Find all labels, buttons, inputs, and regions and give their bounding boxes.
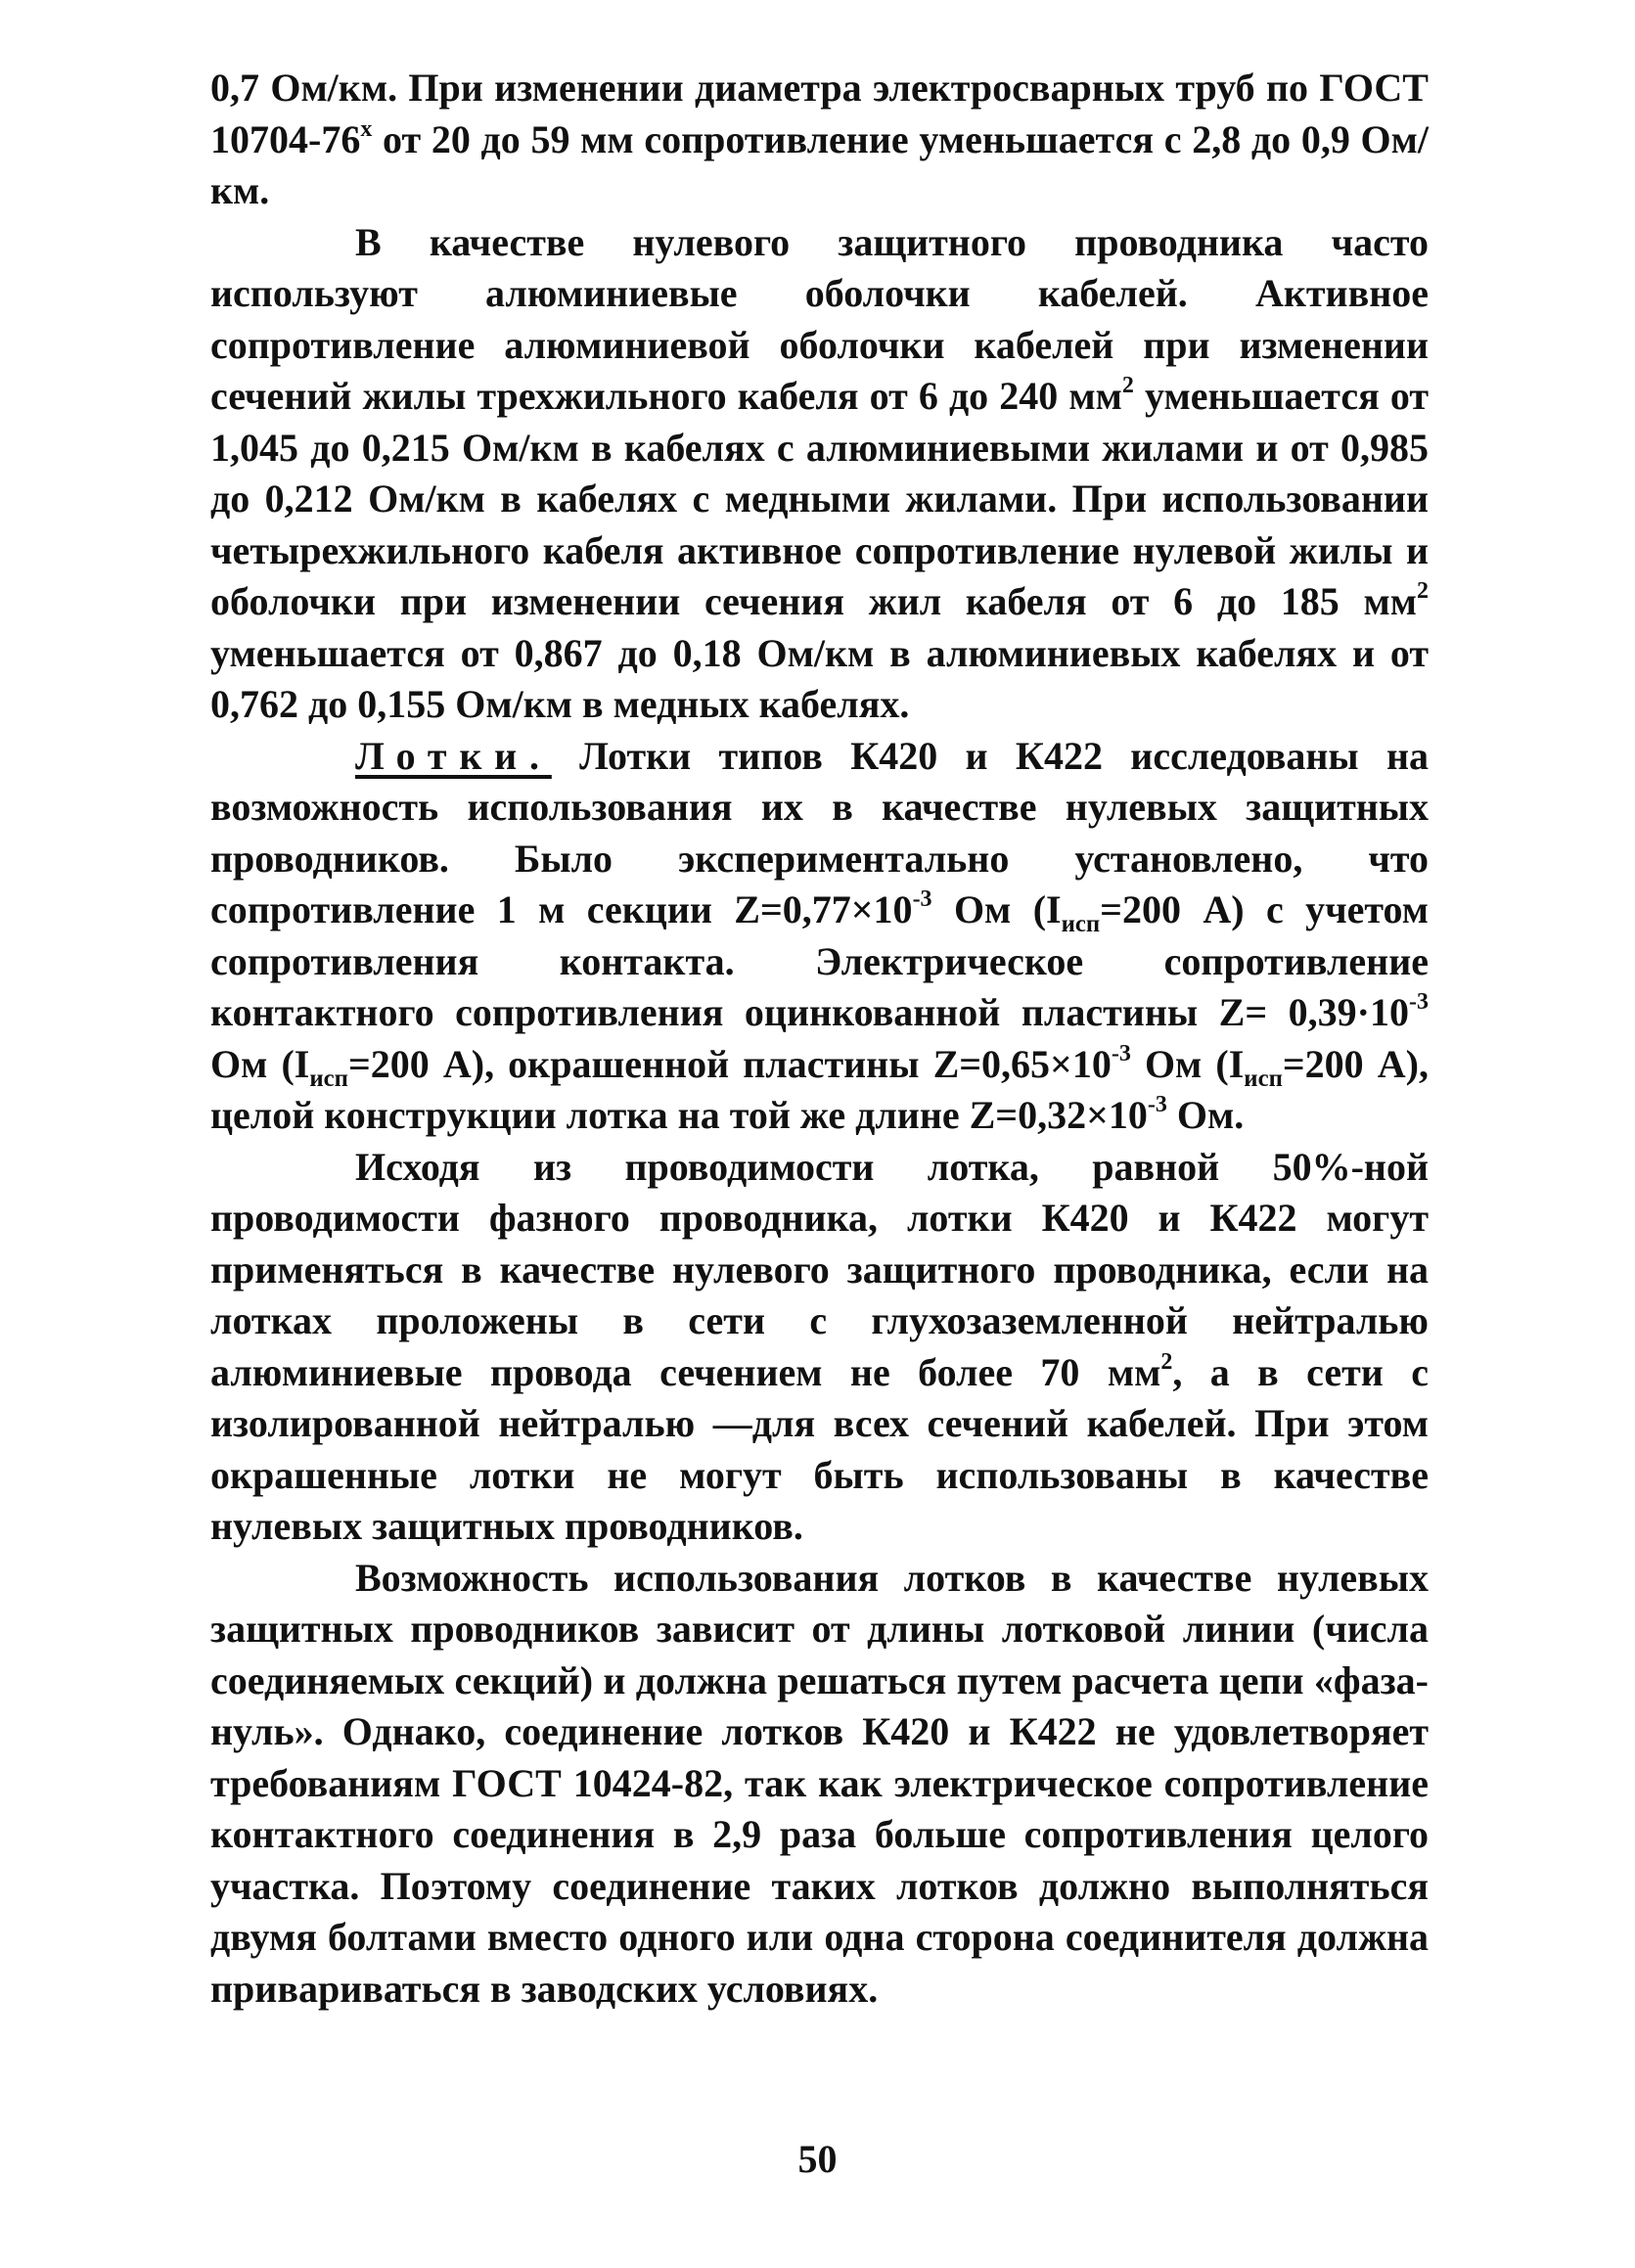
superscript: -3 xyxy=(1147,1092,1167,1118)
text-run: =200 А), окрашенной пластины Z=0,65×10 xyxy=(347,1041,1112,1086)
text-run: Возможность использования лотков в качестве нулевых защитных проводников зависит от длины лотковой линии (числа соединяемых секций) и должна решаться путем расчета цепи «фаза-нуль». Однако, соединение лотков К420 и К422 не удовлетворяет требованиям ГОСТ 10424-82, так как электрическое сопротивление контактного соединения в 2,9 раза больше сопротивления целого участка. Поэтому соединение таких лотков должно выполняться двумя болтами вместо одного или одна сторона соединителя должна привариваться в заводских условиях. xyxy=(210,1555,1429,2011)
text-run: уменьшается от 1,045 до 0,215 Ом/км в кабелях с алюминиевыми жилами и от 0,985 до 0,212 Ом/км в кабелях с медными жилами. При использовании четырехжильного кабеля активное сопротивление нулевой жилы и оболочки при изменении сечения жил кабеля от 6 до 185 мм xyxy=(210,374,1429,623)
superscript: 2 xyxy=(1121,373,1134,399)
paragraph-5 xyxy=(210,1553,1429,2016)
text-run: уменьшается от 0,867 до 0,18 Ом/км в алюминиевых кабелях и от 0,762 до 0,155 Ом/км в медных кабелях. xyxy=(210,630,1429,726)
page-body xyxy=(210,63,1429,2015)
subscript: исп xyxy=(1244,1065,1283,1092)
section-heading: Лотки. xyxy=(355,733,552,778)
text-run: Исходя из проводимости лотка, равной 50%-ной проводимости фазного проводника, лотки К420 и К422 могут применяться в качестве нулевого защитного проводника, если на лотках проложены в сети с глухозаземленной нейтралью алюминиевые провода сечением не более 70 мм xyxy=(210,1144,1429,1394)
superscript: -3 xyxy=(912,886,932,913)
paragraph-2 xyxy=(210,217,1429,731)
text-run: В качестве нулевого защитного проводника часто используют алюминиевые оболочки кабелей. Активное сопротивление алюминиевой оболочки кабелей при изменении сечений жилы трехжильного кабеля от 6 до 240 мм xyxy=(210,219,1429,418)
superscript: 2 xyxy=(1160,1348,1173,1375)
text-run: Ом (I xyxy=(1130,1041,1245,1086)
text-run: , а в сети с изолированной нейтралью —для всех сечений кабелей. При этом окрашенные лотки не могут быть использованы в качестве нулевых защитных проводников. xyxy=(210,1349,1430,1548)
paragraph-4 xyxy=(210,1142,1429,1553)
superscript: х xyxy=(360,115,373,142)
subscript: исп xyxy=(1061,911,1101,937)
text-run: Ом (I xyxy=(931,887,1062,931)
text-run: =200 А) с учетом сопротивления контакта. Электрическое сопротивление контактного сопротивления оцинкованной пластины Z= 0,39·10 xyxy=(210,887,1429,1034)
page-number: 50 xyxy=(797,2137,838,2181)
superscript: 2 xyxy=(1417,578,1429,605)
text-run: от 20 до 59 мм сопротивление уменьшается с 2,8 до 0,9 Ом/км. xyxy=(210,116,1429,212)
paragraph-1 xyxy=(210,63,1429,217)
text-run: Ом (I xyxy=(210,1041,310,1086)
text-run: Лотки типов К420 и К422 исследованы на возможность использования их в качестве нулевых защитных проводников. Было экспериментально установлено, что сопротивление 1 м секции Z=0,77×10 xyxy=(210,733,1429,931)
text-run: Ом. xyxy=(1166,1093,1245,1137)
subscript: исп xyxy=(309,1065,348,1092)
text-run: 0,7 Ом/км. При изменении диаметра электросварных труб по ГОСТ 10704-76 xyxy=(210,66,1429,161)
superscript: -3 xyxy=(1111,1040,1131,1066)
paragraph-3 xyxy=(210,731,1429,1142)
text-run: =200 А), целой конструкции лотка на той же длине Z=0,32×10 xyxy=(210,1041,1429,1137)
superscript: -3 xyxy=(1409,989,1429,1016)
